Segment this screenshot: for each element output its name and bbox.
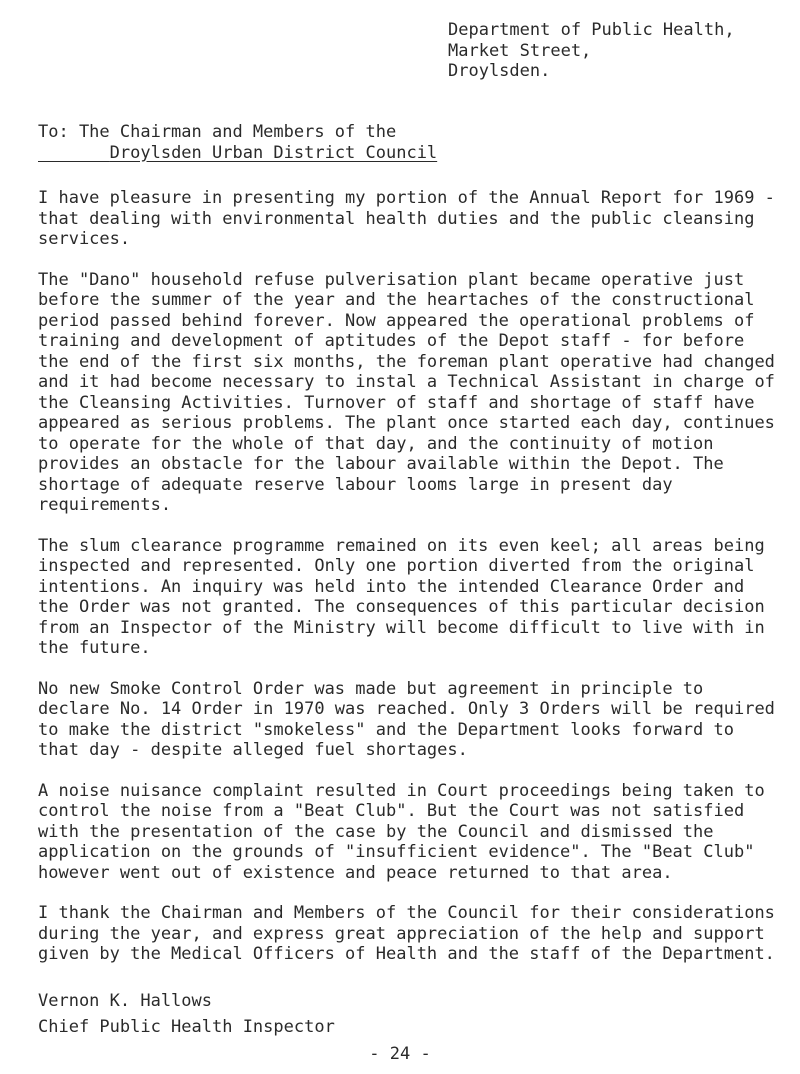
sender-address bbox=[448, 20, 788, 82]
paragraph-slum-clearance: The slum clearance programme remained on its even keel; all areas being inspected and represented. Only one portion diverted from the original intentions. An inquiry was held into the intended Clearance Order and the Order was not granted. The consequences of this particular decision from an Inspector of the Ministry will become difficult to live with in the future. bbox=[38, 535, 765, 658]
recipient-line-2 bbox=[38, 143, 778, 164]
recipient-council-name: Droylsden Urban District Council bbox=[109, 142, 438, 163]
recipient-block bbox=[38, 122, 778, 163]
recipient-line-1: To: The Chairman and Members of the bbox=[38, 122, 397, 142]
address-line-town: Droylsden. bbox=[448, 61, 551, 81]
signatory-title: Chief Public Health Inspector bbox=[38, 1017, 335, 1037]
page-number: - 24 - bbox=[369, 1044, 431, 1064]
signature-block bbox=[38, 988, 538, 1040]
address-line-department: Department of Public Health, bbox=[448, 20, 735, 40]
paragraph-refuse-plant: The "Dano" household refuse pulverisation plant became operative just before the summer of the year and the heartaches of the constructional period passed behind forever. Now appeared the operational problems of training and development of aptitudes of the Depot staff - for before the end of the first six months, the foreman plant operative had changed and it had become necessary to instal a Technical Assistant in charge of the Cleansing Activities. Turnover of staff and shortage of staff have appeared as serious problems. The plant once started each day, continues to operate for the whole of that day, and the continuity of motion provides an obstacle for the labour available within the Depot. The shortage of adequate reserve labour looms large in present day requirements. bbox=[38, 269, 775, 515]
paragraph-noise-nuisance: A noise nuisance complaint resulted in Court proceedings being taken to control the noise from a "Beat Club". But the Court was not satisfied with the presentation of the case by the Council and dismissed the application on the grounds of "insufficient evidence". The "Beat Club" however went out of existence and peace returned to that area. bbox=[38, 780, 765, 883]
report-body bbox=[38, 188, 778, 985]
paragraph-intro: I have pleasure in presenting my portion of the Annual Report for 1969 - that dealing with environmental health duties and the public cleansing services. bbox=[38, 188, 775, 249]
signatory-name: Vernon K. Hallows bbox=[38, 991, 212, 1011]
paragraph-smoke-control: No new Smoke Control Order was made but agreement in principle to declare No. 14 Order in 1970 was reached. Only 3 Orders will be required to make the district "smokeless" and the Department looks forward to that day - despite alleged fuel shortages. bbox=[38, 678, 775, 760]
address-line-street: Market Street, bbox=[448, 40, 592, 61]
paragraph-thanks: I thank the Chairman and Members of the Council for their considerations during the year, and express great appreciation of the help and support given by the Medical Officers of Health and the staff of the Department. bbox=[38, 903, 775, 964]
